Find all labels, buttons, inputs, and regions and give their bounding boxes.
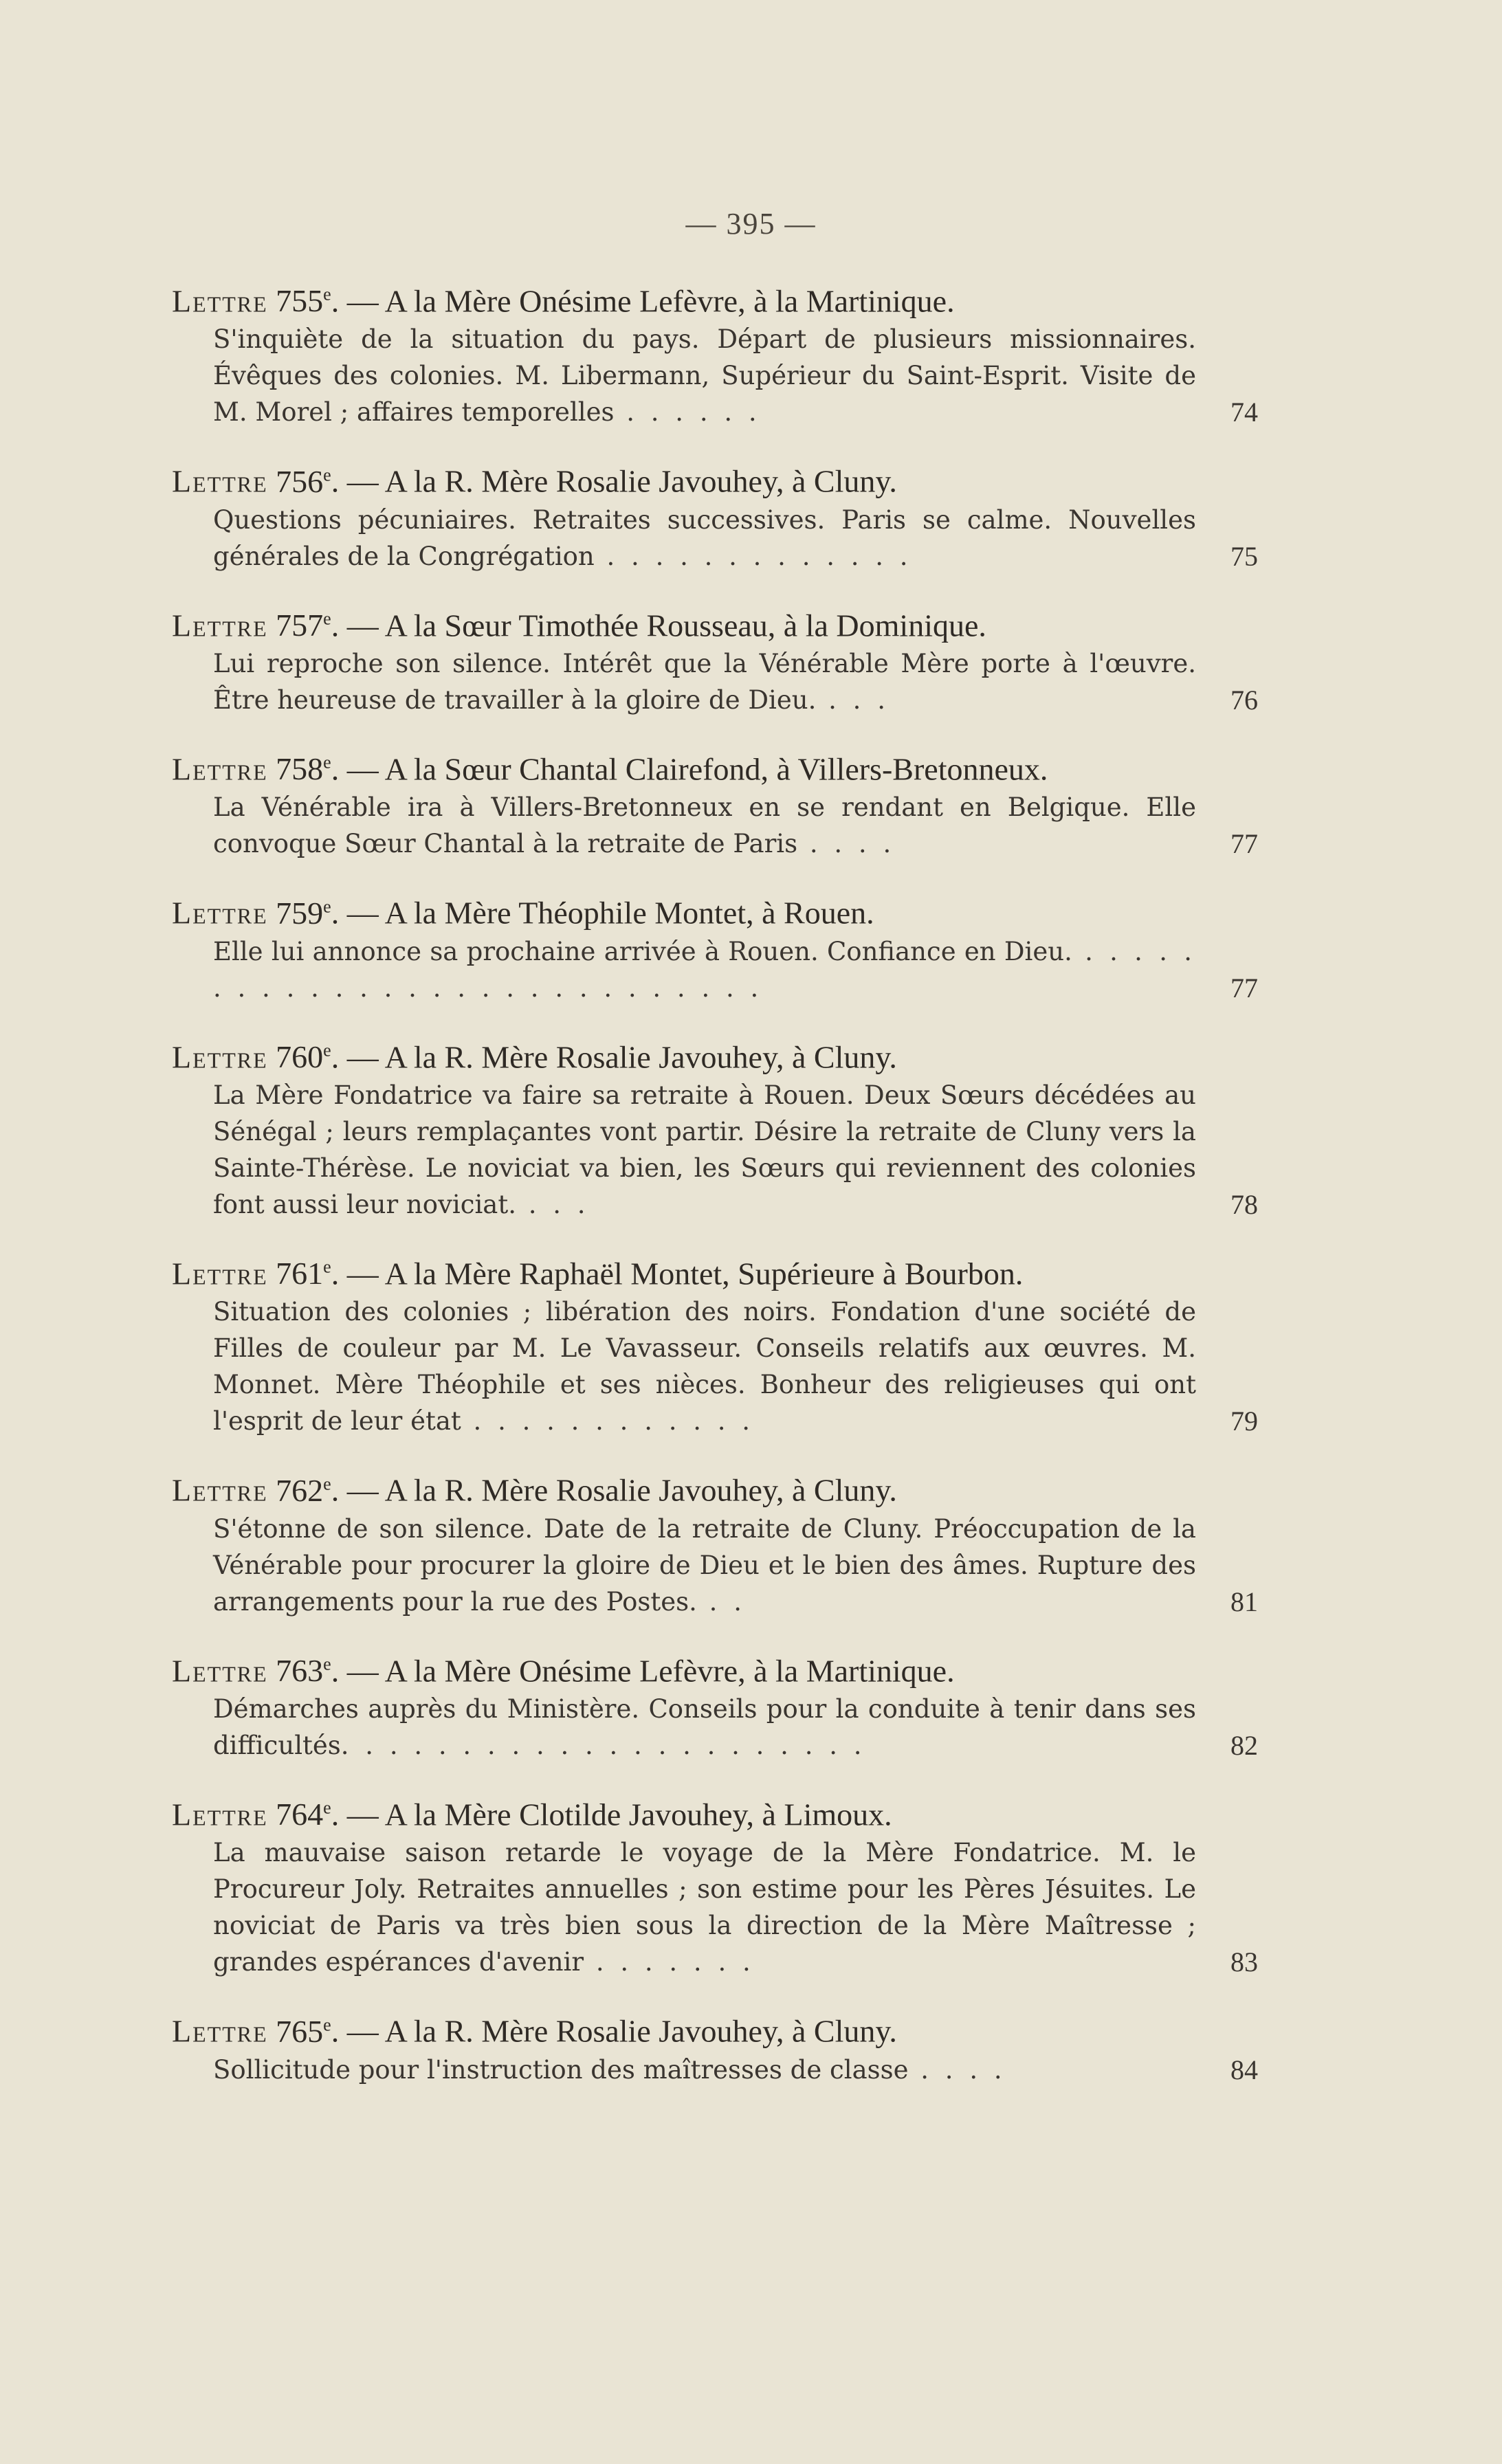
entry-summary <box>213 321 1258 430</box>
page-reference: 78 <box>1230 1188 1258 1220</box>
summary-text: S'étonne de son silence. Date de la retraite de Cluny. Préoccupation de la Vénérable pour procurer la gloire de Dieu et le bien des âmes. Rupture des arrangements pour la rue des Postes. <box>213 1513 1196 1617</box>
page-reference: 77 <box>1230 972 1258 1003</box>
lettre-label: Lettre <box>172 463 268 499</box>
entry-heading <box>172 1247 1258 1294</box>
letter-number: 762e <box>276 1472 331 1508</box>
entry-summary <box>213 1691 1258 1764</box>
lettre-label: Lettre <box>172 895 268 931</box>
table-of-contents <box>172 275 1258 2113</box>
toc-entry <box>172 1031 1258 1223</box>
entry-heading <box>172 887 1258 933</box>
lettre-label: Lettre <box>172 1256 268 1291</box>
toc-entry <box>172 599 1258 718</box>
entry-title: . — A la Mère Onésime Lefèvre, à la Martinique. <box>331 283 955 319</box>
entry-summary <box>213 1294 1258 1439</box>
entry-title: . — A la Sœur Chantal Clairefond, à Villers-Bretonneux. <box>331 751 1048 787</box>
lettre-label: Lettre <box>172 283 268 319</box>
entry-title: . — A la R. Mère Rosalie Javouhey, à Cluny. <box>331 2013 897 2049</box>
leader-dots: . . . . . . . . . . . . <box>461 1406 755 1436</box>
leader-dots: . . . <box>516 1189 590 1219</box>
entry-heading <box>172 1464 1258 1510</box>
leader-dots: . . . . . . <box>614 397 761 428</box>
leader-dots: . . . . . . . . . . . . . . . . . . . . . . . . . . . . <box>213 936 1196 1003</box>
letter-number: 756e <box>276 463 331 499</box>
toc-entry <box>172 275 1258 430</box>
summary-text: Sollicitude pour l'instruction des maîtresses de classe <box>213 2054 909 2085</box>
page-number: — 395 — <box>685 207 817 241</box>
leader-dots: . . . <box>816 685 890 715</box>
toc-entry <box>172 1788 1258 1980</box>
entry-heading <box>172 455 1258 501</box>
letter-number: 757e <box>276 607 331 643</box>
leader-dots: . . . . <box>908 2054 1006 2085</box>
toc-entry <box>172 455 1258 574</box>
summary-text: La Vénérable ira à Villers-Bretonneux en se rendant en Belgique. Elle convoque Sœur Chantal à la retraite de Paris <box>213 792 1196 859</box>
leader-dots: . . <box>696 1586 746 1617</box>
summary-text: La Mère Fondatrice va faire sa retraite à Rouen. Deux Sœurs décédées au Sénégal ; leurs remplaçantes vont partir. Désire la retraite de Cluny vers la Sainte-Thérèse. Le noviciat va bien, les Sœurs qui reviennent des colonies font aussi leur noviciat. <box>213 1080 1196 1219</box>
letter-number: 755e <box>276 283 331 319</box>
leader-dots: . . . . <box>797 829 896 859</box>
entry-heading <box>172 1031 1258 1077</box>
entry-heading <box>172 743 1258 789</box>
toc-entry <box>172 743 1258 862</box>
page-reference: 74 <box>1230 397 1258 428</box>
entry-title: . — A la Mère Onésime Lefèvre, à la Martinique. <box>331 1652 955 1688</box>
page-reference: 79 <box>1230 1406 1258 1437</box>
letter-number: 763e <box>276 1652 331 1688</box>
entry-title: . — A la Sœur Timothée Rousseau, à la Dominique. <box>331 607 986 643</box>
summary-text: Questions pécuniaires. Retraites successives. Paris se calme. Nouvelles générales de la Congrégation <box>213 504 1196 571</box>
lettre-label: Lettre <box>172 2013 268 2049</box>
entry-title: . — A la R. Mère Rosalie Javouhey, à Cluny. <box>331 1039 897 1074</box>
entry-title: . — A la Mère Clotilde Javouhey, à Limoux. <box>331 1797 892 1832</box>
summary-text: Démarches auprès du Ministère. Conseils pour la conduite à tenir dans ses difficultés <box>213 1694 1196 1760</box>
leader-dots: . . . . . . . . . . . . . . . . . . . . . . <box>340 1730 866 1760</box>
lettre-label: Lettre <box>172 1797 268 1832</box>
lettre-label: Lettre <box>172 1472 268 1508</box>
entry-summary <box>213 933 1258 1006</box>
leader-dots: . . . . . . . . . . . . . <box>594 541 912 571</box>
letter-number: 765e <box>276 2013 331 2049</box>
summary-text: Lui reproche son silence. Intérêt que la Vénérable Mère porte à l'œuvre. Être heureuse de travailler à la gloire de Dieu. <box>213 648 1196 715</box>
toc-entry <box>172 887 1258 1006</box>
page-reference: 84 <box>1230 2054 1258 2085</box>
lettre-label: Lettre <box>172 1652 268 1688</box>
toc-entry <box>172 1247 1258 1439</box>
entry-summary <box>213 502 1258 575</box>
page-reference: 75 <box>1230 540 1258 572</box>
summary-text: Situation des colonies ; libération des noirs. Fondation d'une société de Filles de couleur par M. Le Vavasseur. Conseils relatifs aux œuvres. M. Monnet. Mère Théophile et ses nièces. Bonheur des religieuses qui ont l'esprit de leur état <box>213 1297 1196 1436</box>
entry-title: . — A la Mère Raphaël Montet, Supérieure à Bourbon. <box>331 1256 1024 1291</box>
lettre-label: Lettre <box>172 1039 268 1074</box>
page-reference: 76 <box>1230 684 1258 715</box>
entry-summary <box>213 789 1258 862</box>
toc-entry <box>172 1645 1258 1764</box>
letter-number: 760e <box>276 1039 331 1074</box>
entry-summary <box>213 2052 1258 2088</box>
letter-number: 764e <box>276 1797 331 1832</box>
lettre-label: Lettre <box>172 607 268 643</box>
entry-summary <box>213 1511 1258 1620</box>
lettre-label: Lettre <box>172 751 268 787</box>
entry-heading <box>172 1788 1258 1834</box>
page-reference: 83 <box>1230 1946 1258 1978</box>
summary-text: Elle lui annonce sa prochaine arrivée à Rouen. Confiance en Dieu. <box>213 936 1072 966</box>
entry-heading <box>172 275 1258 321</box>
entry-summary <box>213 645 1258 718</box>
letter-number: 758e <box>276 751 331 787</box>
summary-text: S'inquiète de la situation du pays. Départ de plusieurs missionnaires. Évêques des colonies. M. Libermann, Supérieur du Saint-Esprit. Visite de M. Morel ; affaires temporelles <box>213 324 1196 428</box>
summary-text: La mauvaise saison retarde le voyage de la Mère Fondatrice. M. le Procureur Joly. Retraites annuelles ; son estime pour les Pères Jésuites. Le noviciat de Paris va très bien sous la direction de la Mère Maîtresse ; grandes espérances d'avenir <box>213 1838 1196 1977</box>
leader-dots: . . . . . . . <box>584 1947 755 1977</box>
toc-entry <box>172 2005 1258 2087</box>
entry-title: . — A la R. Mère Rosalie Javouhey, à Cluny. <box>331 1472 897 1508</box>
entry-heading <box>172 599 1258 645</box>
page-reference: 81 <box>1230 1586 1258 1617</box>
page-reference: 82 <box>1230 1729 1258 1761</box>
letter-number: 761e <box>276 1256 331 1291</box>
entry-heading <box>172 1645 1258 1691</box>
entry-title: . — A la R. Mère Rosalie Javouhey, à Cluny. <box>331 463 897 499</box>
entry-title: . — A la Mère Théophile Montet, à Rouen. <box>331 895 874 931</box>
letter-number: 759e <box>276 895 331 931</box>
page-reference: 77 <box>1230 828 1258 860</box>
entry-summary <box>213 1077 1258 1223</box>
toc-entry <box>172 1464 1258 1619</box>
entry-summary <box>213 1834 1258 1980</box>
entry-heading <box>172 2005 1258 2051</box>
